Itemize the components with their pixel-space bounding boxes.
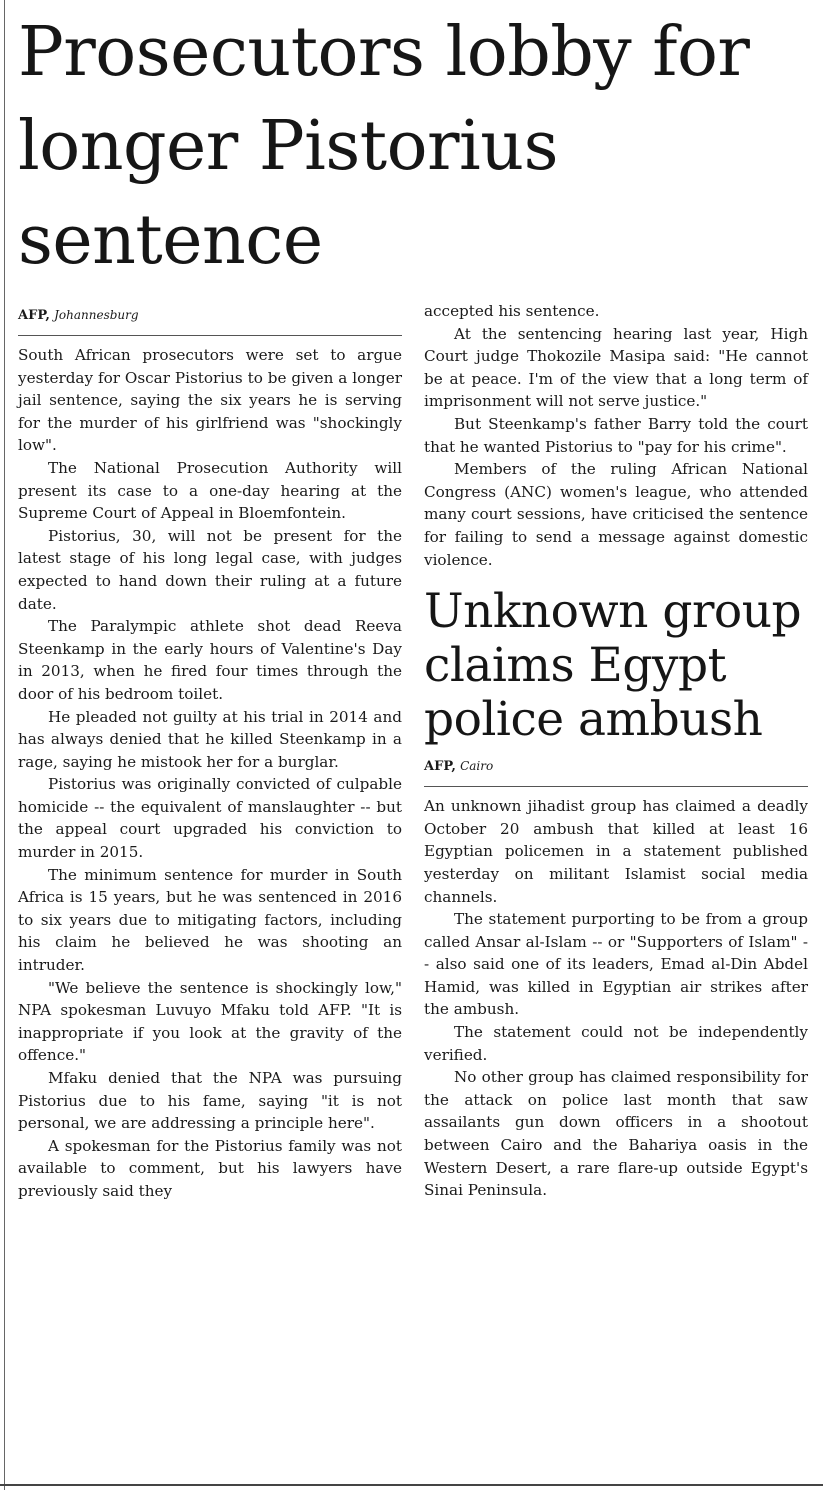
byline-agency: AFP, <box>424 759 456 775</box>
article-column-2 <box>424 300 808 1202</box>
paragraph: accepted his sentence. <box>424 302 600 320</box>
paragraph: Members of the ruling African National Congress (ANC) women's league, who attended many court sessions, have criticised the sentence for failing to send a message against domestic violence. <box>424 460 808 569</box>
byline-city: Johannesburg <box>54 308 139 322</box>
byline-city: Cairo <box>460 759 494 774</box>
paragraph: "We believe the sentence is shockingly low," NPA spokesman Luvuyo Mfaku told AFP. "It is inappropriate if you look at the gravity of the offence." <box>18 978 402 1065</box>
article-pistorius-column-1 <box>18 306 402 1203</box>
paragraph: The National Prosecution Authority will present its case to a one-day hearing at the Supreme Court of Appeal in Bloemfontein. <box>18 458 402 523</box>
paragraph: But Steenkamp's father Barry told the court that he wanted Pistorius to "pay for his crime". <box>424 414 808 456</box>
paragraph: At the sentencing hearing last year, High Court judge Thokozile Masipa said: "He cannot be at peace. I'm of the view that a long term of imprisonment will not serve justice." <box>424 324 808 411</box>
paragraph: Pistorius, 30, will not be present for the latest stage of his long legal case, with judges expected to hand down their ruling at a future date. <box>18 526 402 613</box>
paragraph: South African prosecutors were set to argue yesterday for Oscar Pistorius to be given a longer jail sentence, saying the six years he is serving for the murder of his girlfriend was "shockingly low". <box>18 346 402 455</box>
paragraph: Mfaku denied that the NPA was pursuing Pistorius due to his fame, saying "it is not personal, we are addressing a principle here". <box>18 1069 402 1133</box>
paragraph: The Paralympic athlete shot dead Reeva Steenkamp in the early hours of Valentine's Day in 2013, when he fired four times through the door of his bedroom toilet. <box>18 617 402 703</box>
article-body-egypt <box>424 795 808 1202</box>
paragraph: The statement purporting to be from a group called Ansar al-Islam -- or "Supporters of Islam" -- also said one of its leaders, Emad al-Din Abdel Hamid, was killed in Egyptian air strikes after the ambush. <box>424 910 808 1019</box>
article-body-continued <box>424 300 808 571</box>
paragraph: The minimum sentence for murder in South Africa is 15 years, but he was sentenced in 2016 to six years due to mitigating factors, including his claim he believed he was shooting an intruder. <box>18 865 402 975</box>
paragraph: The statement could not be independently verified. <box>424 1023 808 1064</box>
paragraph: An unknown jihadist group has claimed a deadly October 20 ambush that killed at least 16 Egyptian policemen in a statement published yesterday on militant Islamist social media channels. <box>424 797 808 906</box>
byline-agency: AFP, <box>18 308 50 323</box>
paragraph: A spokesman for the Pistorius family was not available to comment, but his lawyers have previously said they <box>18 1136 402 1200</box>
paragraph: He pleaded not guilty at his trial in 2014 and has always denied that he killed Steenkamp in a rage, saying he mistook her for a burglar. <box>18 707 402 771</box>
left-column-rule <box>4 0 5 1490</box>
byline-egypt <box>424 757 808 787</box>
headline-pistorius: Prosecutors lobby for longer Pistorius sentence <box>18 13 750 280</box>
article-body <box>18 344 402 1203</box>
paragraph: No other group has claimed responsibility for the attack on police last month that saw assailants gun down officers in a shootout between Cairo and the Bahariya oasis in the Western Desert, a rare flare-up outside Egypt's Sinai Peninsula. <box>424 1068 808 1200</box>
headline-egypt: Unknown group claims Egypt police ambush <box>424 584 802 748</box>
byline-pistorius <box>18 306 402 336</box>
paragraph: Pistorius was originally convicted of culpable homicide -- the equivalent of manslaughter -- but the appeal court upgraded his conviction to murder in 2015. <box>18 775 402 862</box>
bottom-rule <box>0 1484 823 1486</box>
